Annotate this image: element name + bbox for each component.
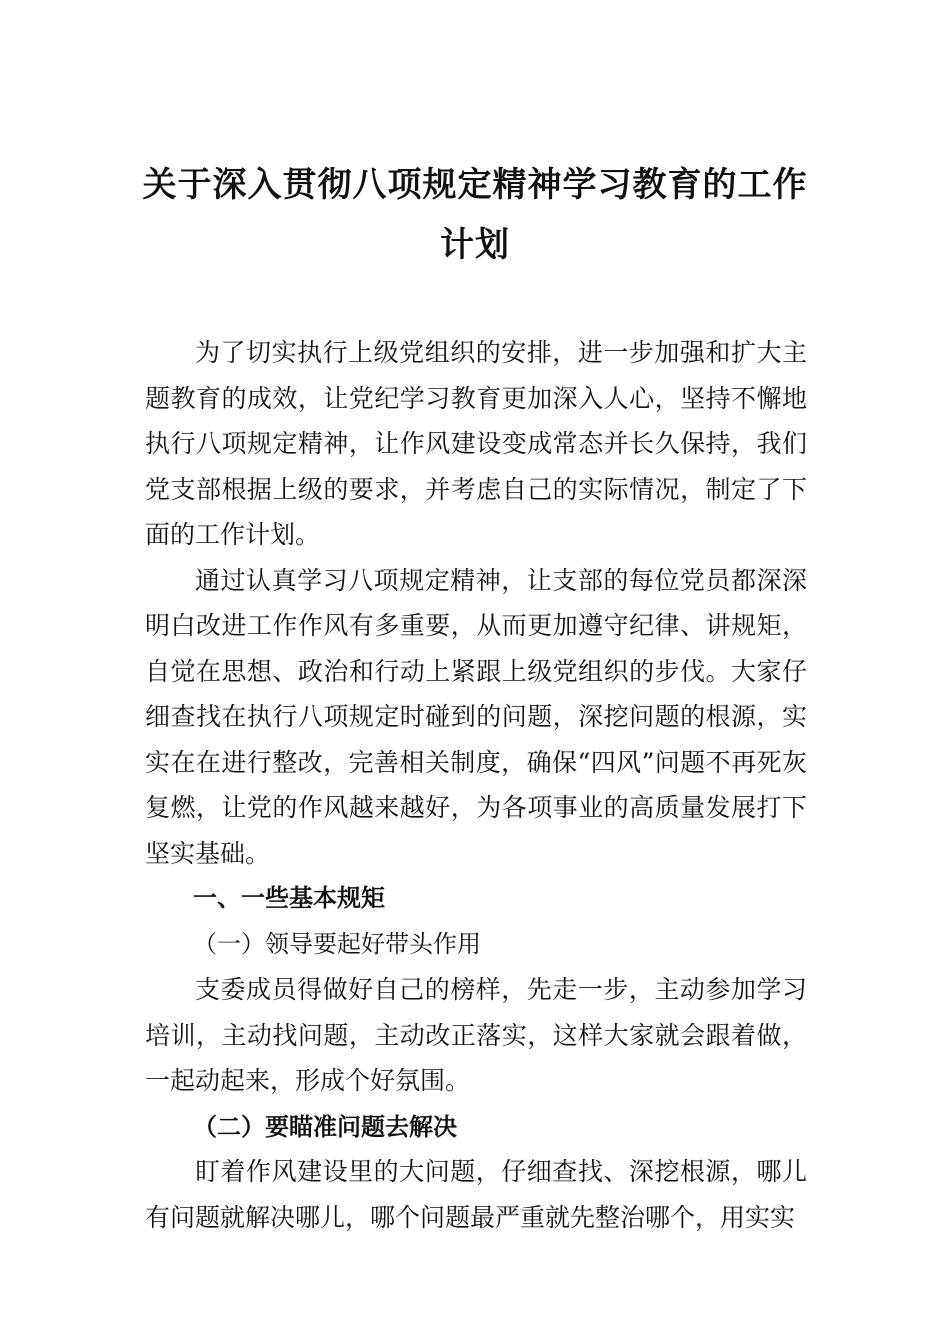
document-title: 关于深入贯彻八项规定精神学习教育的工作计划 [142,165,808,265]
purpose-paragraph: 通过认真学习八项规定精神，让支部的每位党员都深深明白改进工作作风有多重要，从而更加遵守纪律、讲规矩，自觉在思想、政治和行动上紧跟上级党组织的步伐。大家仔细查找在执行八项规定时碰到的问题，深挖问题的根源，实实在在进行整改，完善相关制度，确保“四风”问题不再死灰复燃，让党的作风越来越好，为各项事业的高质量发展打下坚实基础。 [145,565,807,868]
section-heading-basic-rules: 一、一些基本规矩 [193,884,385,912]
subsection-heading-leadership: （一）领导要起好带头作用 [193,929,481,958]
intro-paragraph: 为了切实执行上级党组织的安排，进一步加强和扩大主题教育的成效，让党纪学习教育更加深入人心，坚持不懈地执行八项规定精神，让作风建设变成常态并长久保持，我们党支部根据上级的要求，并考虑自己的实际情况，制定了下面的工作计划。 [145,338,807,549]
leadership-paragraph: 支委成员得做好自己的榜样，先走一步，主动参加学习培训，主动找问题，主动改正落实，这样大家就会跟着做，一起动起来，形成个好氛围。 [145,975,807,1095]
target-problems-paragraph: 盯着作风建设里的大问题，仔细查找、深挖根源，哪儿有问题就解决哪儿，哪个问题最严重就先整治哪个，用实实 [145,1157,807,1232]
document-body [145,330,807,1240]
subsection-heading-target-problems: （二）要瞄准问题去解决 [193,1111,457,1141]
